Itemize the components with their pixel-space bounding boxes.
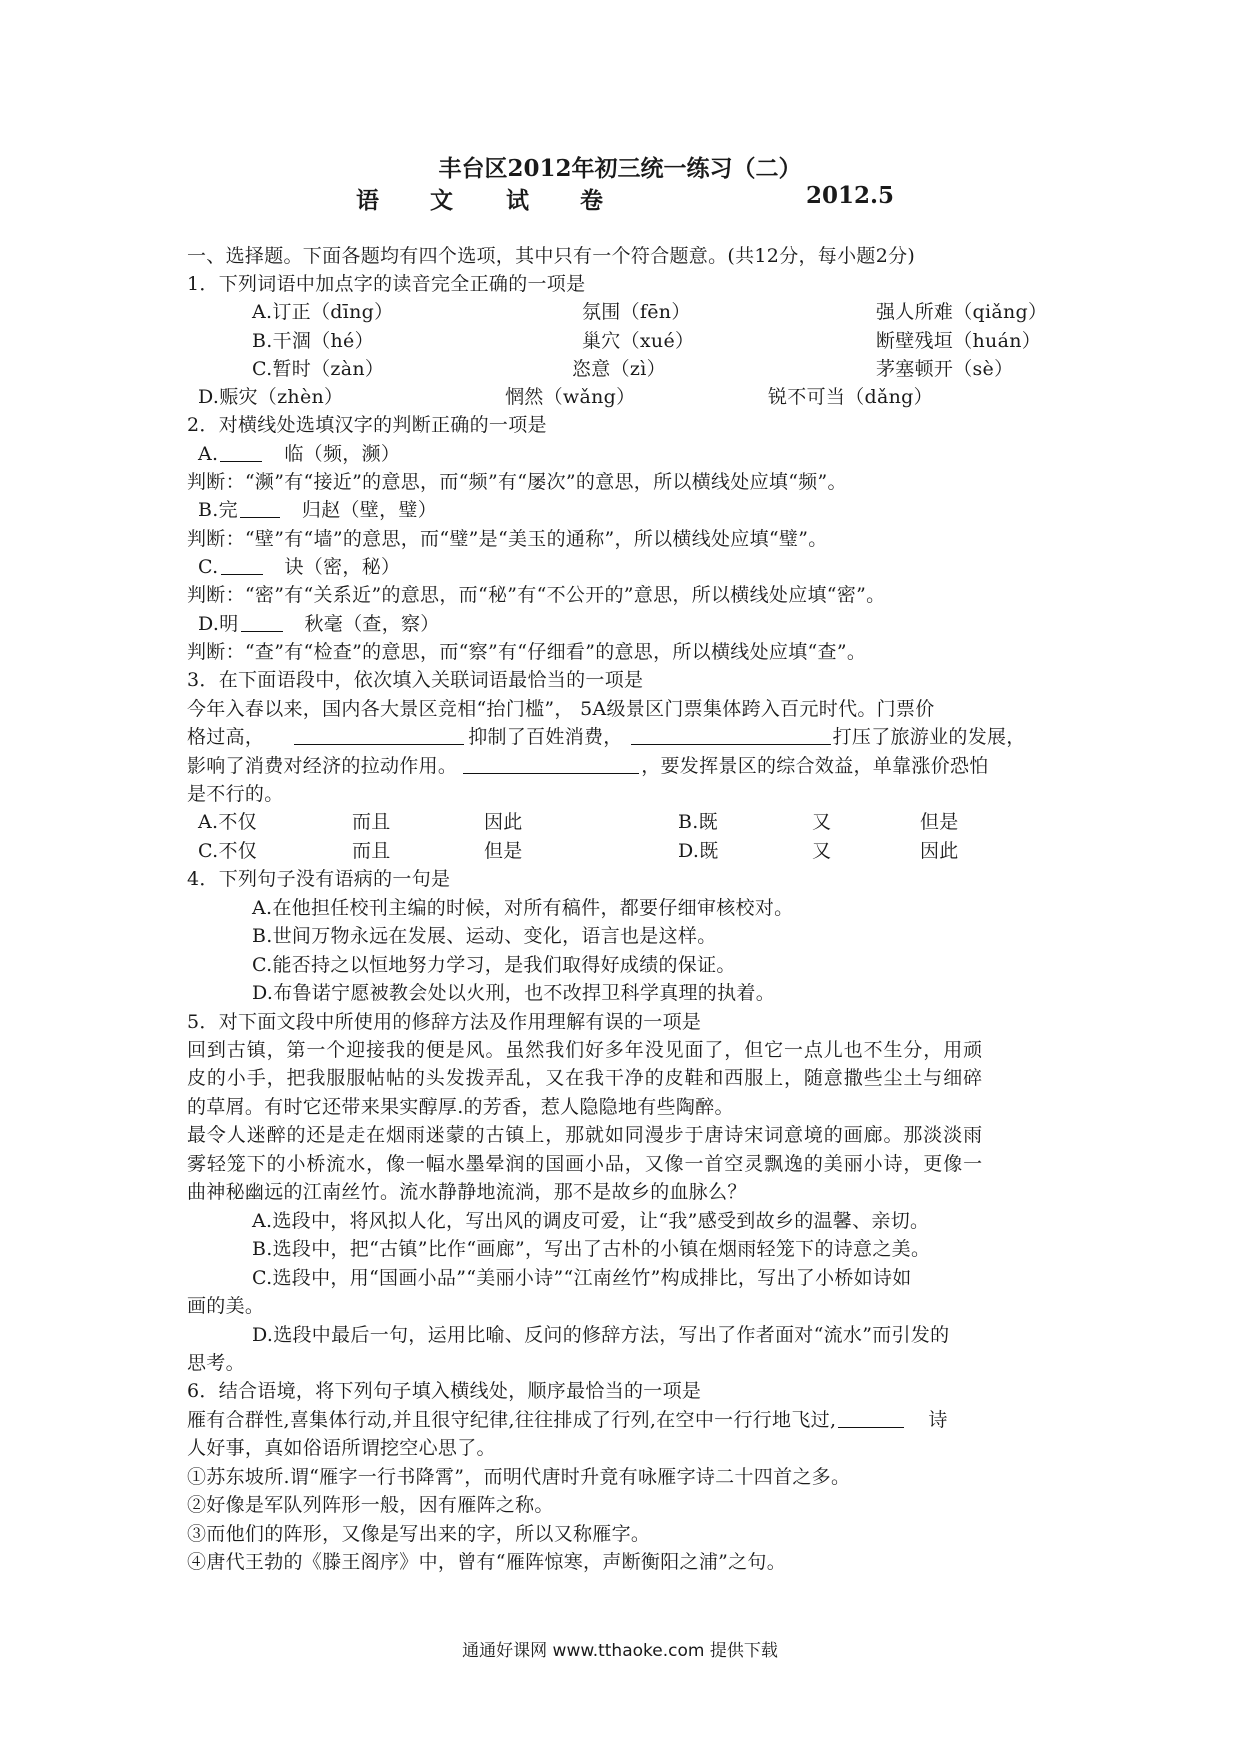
q4-option-d: D.布鲁诺宁愿被教会处以火刑，也不改捍卫科学真理的执着。	[252, 982, 775, 1004]
q2-option-a	[198, 440, 400, 468]
q3-option: 又	[812, 840, 832, 862]
subtitle-char-4: 卷	[580, 187, 603, 214]
q5-option-d: D.选段中最后一句，运用比喻、反问的修辞方法，写出了作者面对“流水”而引发的	[252, 1324, 950, 1346]
q3-passage-text: 影响了消费对经济的拉动作用。	[187, 755, 458, 777]
answer-blank	[463, 753, 639, 774]
q1-option-c-2: 恣意（zì）	[572, 358, 666, 380]
q3-passage-text: 抑制了百姓消费，	[468, 726, 623, 748]
q2-option-c-judgement: 判断：“密”有“关系近”的意思，而“秘”有“不公开的”意思，所以横线处应填“密”。	[187, 584, 886, 606]
q3-passage-line-1: 今年入春以来，国内各大景区竞相“抬门槛”， 5A级景区门票集体跨入百元时代。门票价	[187, 698, 935, 720]
q3-passage-line-3	[187, 752, 989, 780]
question-3-stem: 3．在下面语段中，依次填入关联词语最恰当的一项是	[187, 669, 644, 691]
q6-passage-text: 诗	[928, 1409, 948, 1431]
q3-option: B.既	[678, 811, 718, 833]
q1-option-a-2: 氛围（fēn）	[582, 301, 691, 323]
q2-option-a-text: 临（频，濒）	[284, 443, 401, 465]
q3-option: 但是	[920, 811, 959, 833]
q1-option-b-2: 巢穴（xué）	[582, 330, 695, 352]
answer-blank	[631, 724, 831, 745]
section-heading: 一、选择题。下面各题均有四个选项，其中只有一个符合题意。(共12分，每小题2分)	[187, 245, 916, 267]
q2-option-d-text: 秋毫（查，察）	[304, 613, 440, 635]
q6-item-3: ③而他们的阵形，又像是写出来的字，所以又称雁字。	[187, 1523, 651, 1545]
question-5-stem: 5．对下面文段中所使用的修辞方法及作用理解有误的一项是	[187, 1011, 702, 1033]
q6-passage-text: 雁有合群性,喜集体行动,并且很守纪律,往往排成了行列,在空中一行行地飞过,	[187, 1409, 837, 1431]
q1-option-b-3: 断壁残垣（huán）	[876, 330, 1042, 352]
q2-option-b-prefix: B.完	[198, 499, 238, 521]
q4-option-b: B.世间万物永远在发展、运动、变化，语言也是这样。	[252, 925, 717, 947]
q3-passage-line-4: 是不行的。	[187, 783, 284, 805]
q3-option: 而且	[352, 811, 391, 833]
q2-option-b	[198, 496, 437, 524]
q2-option-b-judgement: 判断：“壁”有“墙”的意思，而“璧”是“美玉的通称”，所以横线处应填“璧”。	[187, 528, 828, 550]
question-1-stem: 1．下列词语中加点字的读音完全正确的一项是	[187, 273, 586, 295]
q1-option-a-3: 强人所难（qiǎng）	[876, 301, 1048, 323]
q2-option-c	[198, 553, 400, 581]
answer-blank	[240, 497, 280, 518]
q6-passage-line-1	[187, 1406, 948, 1434]
q6-item-2: ②好像是军队列阵形一般，因有雁阵之称。	[187, 1494, 554, 1516]
q5-passage-line: 最令人迷醉的还是走在烟雨迷蒙的古镇上，那就如同漫步于唐诗宋词意境的画廊。那淡淡雨	[187, 1124, 984, 1146]
q2-option-d-prefix: D.明	[198, 613, 239, 635]
q5-option-b: B.选段中，把“古镇”比作“画廊”，写出了古朴的小镇在烟雨轻笼下的诗意之美。	[252, 1238, 931, 1260]
q5-option-d-cont: 思考。	[187, 1352, 245, 1374]
q2-option-c-text: 诀（密，秘）	[284, 556, 401, 578]
q1-option-c-1: C.暂时（zàn）	[252, 358, 385, 380]
q3-option: 又	[812, 811, 832, 833]
q5-option-a: A.选段中，将风拟人化，写出风的调皮可爱，让“我”感受到故乡的温馨、亲切。	[252, 1210, 930, 1232]
subtitle-char-1: 语	[356, 187, 379, 214]
q5-passage-line: 雾轻笼下的小桥流水，像一幅水墨晕润的国画小品，又像一首空灵飘逸的美丽小诗，更像一	[187, 1153, 984, 1175]
q1-option-a-1: A.订正（dīng）	[252, 301, 394, 323]
subtitle-char-2: 文	[430, 187, 453, 214]
q3-option: 但是	[484, 840, 523, 862]
page-title: 丰台区2012年初三统一练习（二）	[438, 155, 802, 182]
q5-passage-line: 回到古镇，第一个迎接我的便是风。虽然我们好多年没见面了，但它一点儿也不生分，用顽	[187, 1039, 984, 1061]
q3-option: C.不仅	[198, 840, 258, 862]
answer-blank	[220, 441, 262, 462]
q3-option: 而且	[352, 840, 391, 862]
q3-passage-text: 打压了旅游业的发展，	[832, 726, 1026, 748]
page-footer: 通通好课网 www.tthaoke.com 提供下载	[462, 1641, 778, 1661]
q2-option-a-prefix: A.	[198, 443, 219, 465]
q5-passage-line: 的草屑。有时它还带来果实醇厚.的芳香，惹人隐隐地有些陶醉。	[187, 1096, 734, 1118]
q6-item-1: ①苏东坡所.谓“雁字一行书降霄”，而明代唐时升竟有咏雁字诗二十四首之多。	[187, 1466, 851, 1488]
q6-passage-line-2: 人好事，真如俗语所谓挖空心思了。	[187, 1437, 496, 1459]
q1-option-c-3: 茅塞顿开（sè）	[876, 358, 1014, 380]
q3-passage-text: 格过高，	[187, 726, 265, 748]
q1-option-d-2: 惘然（wǎng）	[505, 386, 636, 408]
q2-option-b-text: 归赵（壁，璧）	[301, 499, 438, 521]
question-6-stem: 6．结合语境，将下列句子填入横线处，顺序最恰当的一项是	[187, 1380, 702, 1402]
question-4-stem: 4．下列句子没有语病的一句是	[187, 868, 451, 890]
answer-blank	[838, 1407, 904, 1428]
q4-option-c: C.能否持之以恒地努力学习，是我们取得好成绩的保证。	[252, 954, 736, 976]
q3-passage-text: ，要发挥景区的综合效益，单靠涨价恐怕	[641, 755, 989, 777]
q3-option: 因此	[484, 811, 523, 833]
q1-option-b-1: B.干涸（hé）	[252, 330, 374, 352]
answer-blank	[221, 554, 263, 575]
q5-passage-line: 曲神秘幽远的江南丝竹。流水静静地流淌，那不是故乡的血脉么？	[187, 1181, 747, 1203]
q5-option-c-cont: 画的美。	[187, 1295, 265, 1317]
q3-option: D.既	[678, 840, 719, 862]
q5-option-c: C.选段中，用“国画小品”“美丽小诗”“江南丝竹”构成排比，写出了小桥如诗如	[252, 1267, 912, 1289]
subtitle-char-3: 试	[506, 187, 529, 214]
q2-option-d	[198, 610, 440, 638]
q3-option: A.不仅	[198, 811, 257, 833]
q3-passage-line-2	[187, 723, 1026, 751]
exam-date: 2012.5	[806, 182, 895, 209]
answer-blank	[294, 724, 464, 745]
question-2-stem: 2．对横线处选填汉字的判断正确的一项是	[187, 414, 547, 436]
q2-option-a-judgement: 判断：“濒”有“接近”的意思，而“频”有“屡次”的意思，所以横线处应填“频”。	[187, 471, 847, 493]
q4-option-a: A.在他担任校刊主编的时候，对所有稿件，都要仔细审核校对。	[252, 897, 794, 919]
q2-option-d-judgement: 判断：“查”有“检查”的意思，而“察”有“仔细看”的意思，所以横线处应填“查”。	[187, 641, 867, 663]
q1-option-d-3: 锐不可当（dǎng）	[768, 386, 933, 408]
q3-option: 因此	[920, 840, 959, 862]
q2-option-c-prefix: C.	[198, 556, 219, 578]
q1-option-d-1: D.赈灾（zhèn）	[198, 386, 344, 408]
q6-item-4: ④唐代王勃的《滕王阁序》中，曾有“雁阵惊寒，声断衡阳之浦”之句。	[187, 1551, 787, 1573]
answer-blank	[241, 611, 283, 632]
q5-passage-line: 皮的小手，把我服服帖帖的头发拨弄乱，又在我干净的皮鞋和西服上，随意撒些尘土与细碎	[187, 1067, 984, 1089]
